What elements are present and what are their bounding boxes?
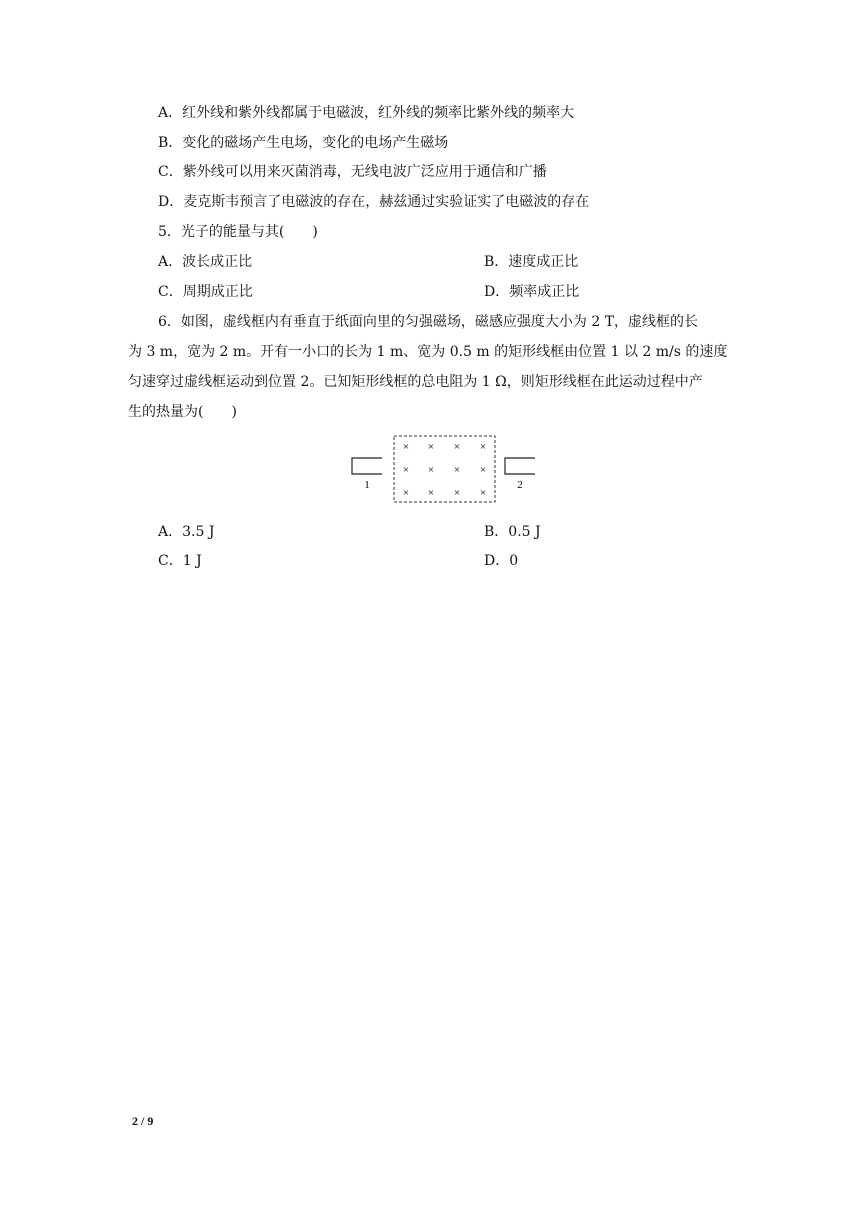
field-cross: × bbox=[427, 464, 435, 476]
q5-option-c: C．周期成正比 bbox=[158, 284, 253, 300]
q4-option-a: A．红外线和紫外线都属于电磁波，红外线的频率比紫外线的频率大 bbox=[158, 105, 575, 121]
label-position-1: 1 bbox=[364, 479, 370, 491]
coil-position-2 bbox=[505, 458, 535, 474]
q5-option-b: B．速度成正比 bbox=[484, 254, 579, 270]
field-cross: × bbox=[402, 464, 410, 476]
field-cross: × bbox=[453, 464, 461, 476]
field-cross: × bbox=[479, 464, 487, 476]
q6-option-b: B．0.5 J bbox=[484, 524, 541, 540]
field-cross: × bbox=[453, 441, 461, 453]
q4-option-b: B．变化的磁场产生电场，变化的电场产生磁场 bbox=[158, 135, 449, 151]
q4-option-d: D．麦克斯韦预言了电磁波的存在，赫兹通过实验证实了电磁波的存在 bbox=[158, 194, 590, 210]
field-cross: × bbox=[402, 441, 410, 453]
q6-option-d: D．0 bbox=[484, 553, 519, 569]
label-position-2: 2 bbox=[517, 479, 523, 491]
field-cross: × bbox=[479, 441, 487, 453]
field-cross: × bbox=[453, 487, 461, 499]
field-cross: × bbox=[402, 487, 410, 499]
field-cross: × bbox=[479, 487, 487, 499]
magnetic-field-figure bbox=[340, 430, 550, 510]
q4-option-c: C．紫外线可以用来灭菌消毒，无线电波广泛应用于通信和广播 bbox=[158, 164, 547, 180]
q5-stem: 5．光子的能量与其( ) bbox=[158, 224, 318, 240]
field-crosses bbox=[403, 441, 486, 499]
field-cross: × bbox=[427, 487, 435, 499]
q6-stem-line-1: 6．如图，虚线框内有垂直于纸面向里的匀强磁场，磁感应强度大小为 2 T，虚线框的长 bbox=[158, 314, 699, 330]
q6-stem-line-3: 匀速穿过虚线框运动到位置 2。已知矩形线框的总电阻为 1 Ω，则矩形线框在此运动过程中产 bbox=[128, 374, 703, 390]
q5-option-a: A．波长成正比 bbox=[158, 254, 253, 270]
q5-option-d: D．频率成正比 bbox=[484, 284, 580, 300]
coil-position-1 bbox=[352, 458, 382, 474]
field-cross: × bbox=[427, 441, 435, 453]
q6-stem-line-2: 为 3 m，宽为 2 m。开有一小口的长为 1 m、宽为 0.5 m 的矩形线框由位置 1 以 2 m/s 的速度 bbox=[128, 344, 728, 360]
q6-option-c: C．1 J bbox=[158, 553, 202, 569]
q6-stem-line-4: 生的热量为( ) bbox=[128, 404, 237, 420]
q6-option-a: A．3.5 J bbox=[158, 524, 215, 540]
page-number: 2 / 9 bbox=[132, 1114, 154, 1128]
